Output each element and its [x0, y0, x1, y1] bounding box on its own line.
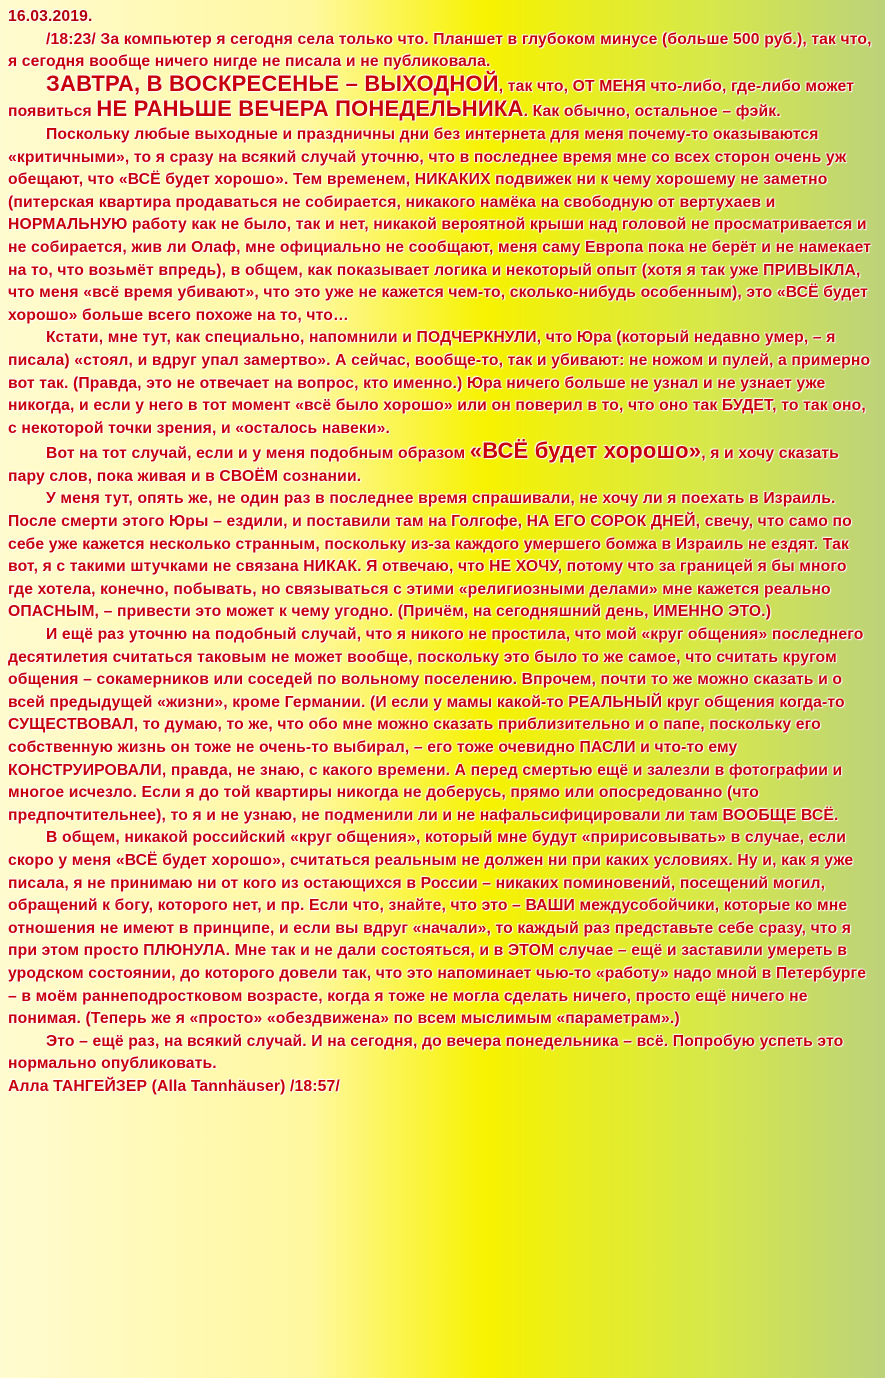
signature: Алла ТАНГЕЙЗЕР (Alla Tannhäuser) /18:57/ — [8, 1077, 340, 1095]
highlight-all-will-be-good: «ВСЁ будет хорошо» — [469, 438, 702, 464]
paragraph-8: В общем, никакой российский «круг общения», который мне будут «пририсовывать» в случае, если скоро у меня «ВСЁ будет хорошо», считаться реальным не должен ни при каких условиях. Ну и, как я уже писала, я не принимаю ни от кого из остающихся в России – никаких поминовений, посещений могил, обращений к богу, которого нет, и пр. Если что, знайте, что это – ВАШИ междусобойчики, которые ко мне отношения не имеют в принципе, и если вы вдруг «начали», то каждый раз представьте себе сразу, что я при этом просто ПЛЮНУЛА. Мне так и не дали состояться, и в ЭТОМ случае – ещё и заставили умереть в уродском состоянии, до которого довели так, что это напоминает чью-то «работу» надо мной в Петербурге – в моём раннеподростковом возрасте, когда я тоже не могла сделать ничего, просто ещё ничего не понимая. (Теперь же я «просто» «обездвижена» по всем мыслимым «параметрам».) — [8, 829, 867, 1028]
announcement-sunday: ЗАВТРА, В ВОСКРЕСЕНЬЕ – ВЫХОДНОЙ — [46, 70, 499, 96]
paragraph-7: И ещё раз уточню на подобный случай, что я никого не простила, что мой «круг общения» последнего десятилетия считаться таковым не может вообще, поскольку это было то же самое, что считать кругом общения – сокамерников или соседей по вольному поселению. Впрочем, почти то же можно сказать и о всей предыдущей «жизни», кроме Германии. (И если у мамы какой-то РЕАЛЬНЫЙ круг общения когда-то СУЩЕСТВОВАЛ, то думаю, то же, что обо мне можно сказать приблизительно и о папе, поскольку его собственную жизнь он тоже не очень-то выбирал, – его тоже очевидно ПАСЛИ и что-то ему КОНСТРУИРОВАЛИ, правда, не знаю, с какого времени. А перед смертью ещё и залезли в фотографии и многое исчезло. Если я до той квартиры никогда не доберусь, прямо или опосредованно (что предпочтительнее), то я и не узнаю, не подменили ли и не нафальсифицировали ли там ВООБЩЕ ВСЁ. — [8, 626, 864, 824]
paragraph-5-text-1: Вот на тот случай, если и у меня подобным образом — [46, 445, 470, 463]
announcement-monday: НЕ РАНЬШЕ ВЕЧЕРА ПОНЕДЕЛЬНИКА — [96, 96, 524, 122]
post-time: /18:23/ — [46, 30, 96, 48]
paragraph-1-text: За компьютер я сегодня села только что. Планшет в глубоком минусе (больше 500 руб.), так что, я сегодня вообще ничего нигде не писала и не публиковала. — [8, 30, 872, 71]
paragraph-9: Это – ещё раз, на всякий случай. И на сегодня, до вечера понедельника – всё. Попробую успеть это нормально опубликовать. — [8, 1032, 844, 1073]
paragraph-4: Кстати, мне тут, как специально, напомнили и ПОДЧЕРКНУЛИ, что Юра (который недавно умер, – я писала) «стоял, и вдруг упал замертво». А сейчас, вообще-то, так и убивают: не ножом и пулей, а примерно вот так. (Правда, это не отвечает на вопрос, кто именно.) Юра ничего больше не узнал и не узнает уже никогда, и если у него в тот момент «всё было хорошо» или он поверил в то, что оно так БУДЕТ, то так оно, с некоторой точки зрения, и «осталось навеки». — [8, 329, 871, 437]
paragraph-5 — [8, 440, 874, 488]
paragraph-2-text-2: . Как обычно, остальное – фэйк. — [523, 103, 781, 121]
paragraph-2 — [8, 70, 874, 124]
post-date: 16.03.2019. — [8, 8, 93, 25]
paragraph-3: Поскольку любые выходные и праздничны дни без интернета для меня почему-то оказываются «критичными», то я сразу на всякий случай уточню, что в последнее время мне со всех сторон очень уж обещают, что «ВСЁ будет хорошо». Тем временем, НИКАКИХ подвижек ни к чему хорошему не заметно (питерская квартира продаваться не собирается, никакого намёка на свободную от вертухаев и НОРМАЛЬНУЮ работу как не было, так и нет, никакой вероятной крыши над головой не просматривается и не собирается, жив ли Олаф, мне официально не сообщают, меня саму Европа пока не берёт и не намекает на то, что возьмёт впредь), в общем, как показывает логика и некоторый опыт (хотя я так уже ПРИВЫКЛА, что меня «всё время убивают», что это уже не кажется чем-то, сколько-нибудь особенным), это «ВСЁ будет хорошо» больше всего похоже на то, что… — [8, 125, 872, 324]
paragraph-6: У меня тут, опять же, не один раз в последнее время спрашивали, не хочу ли я поехать в Израиль. После смерти этого Юры – ездили, и поставили там на Голгофе, НА ЕГО СОРОК ДНЕЙ, свечу, что само по себе уже кажется несколько странным, поскольку из-за каждого умершего бомжа в Израиль не ездят. Так вот, я с такими штучками не связана НИКАК. Я отвечаю, что НЕ ХОЧУ, потому что за границей я бы много где хотела, конечно, побывать, но связываться с этими «религиозными делами» мне кажется реально ОПАСНЫМ, – привести это может к чему угодно. (Причём, на сегодняшний день, ИМЕННО ЭТО.) — [8, 490, 852, 621]
document-body — [8, 6, 874, 1099]
paragraph-2-text-1: , так что, ОТ МЕНЯ что-либо, где-либо может появиться — [8, 77, 855, 121]
paragraph-1 — [8, 29, 874, 74]
paragraph-5-text-2: , я и хочу сказать пару слов, пока живая и в СВОЁМ сознании. — [8, 445, 839, 485]
